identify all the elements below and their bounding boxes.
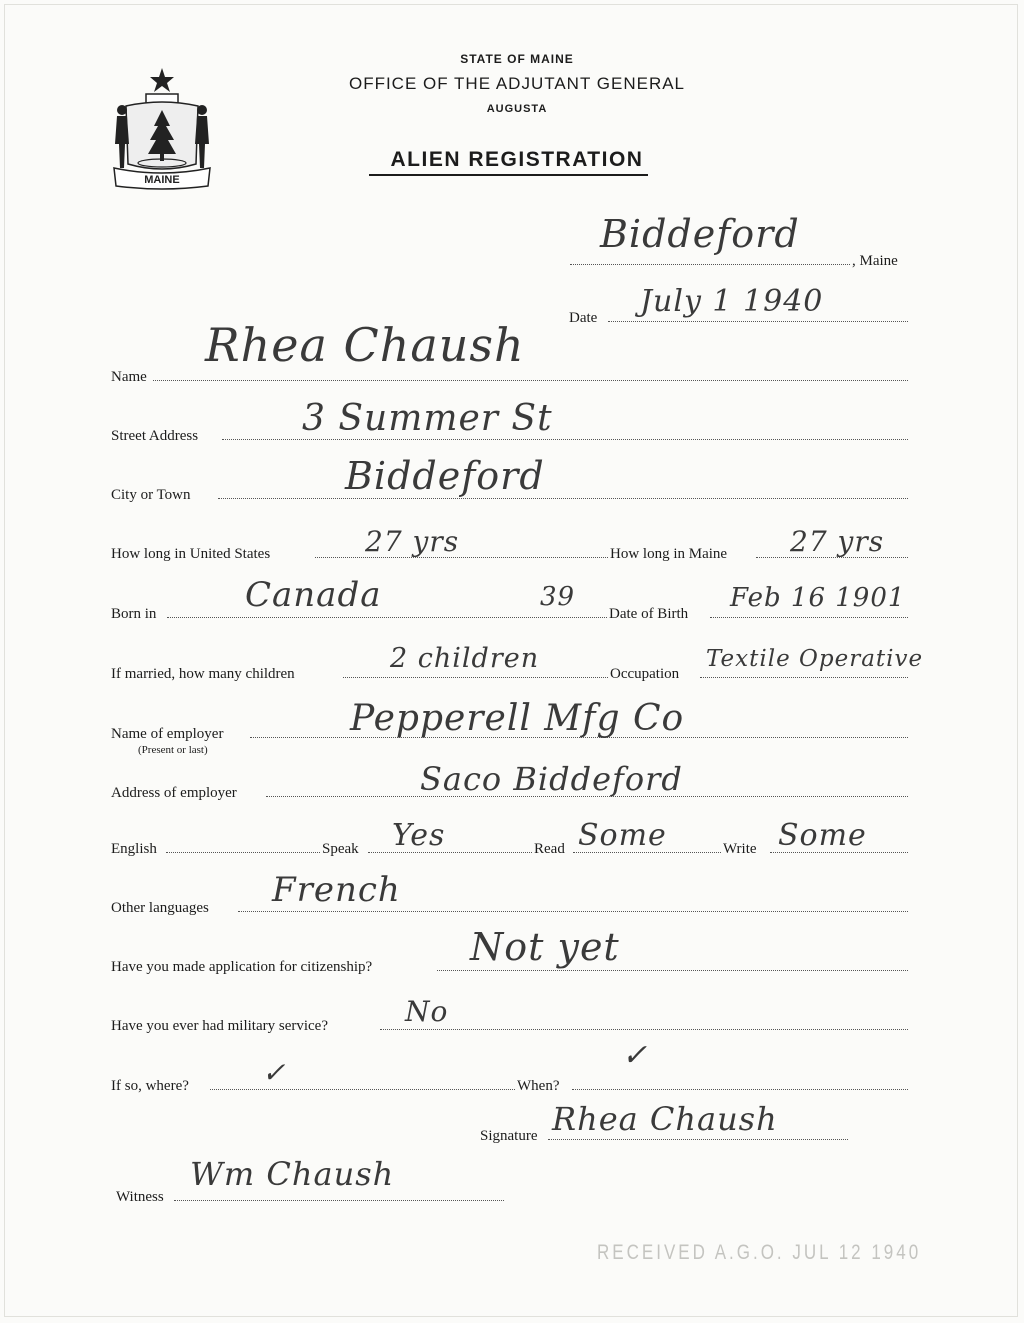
age-value: 39 xyxy=(540,582,576,612)
state-heading: STATE OF MAINE xyxy=(460,52,574,66)
when-label: When? xyxy=(517,1078,560,1094)
witness-value: Wm Chaush xyxy=(190,1155,395,1193)
english-line xyxy=(166,852,320,853)
other-languages-line xyxy=(238,911,908,912)
children-line xyxy=(343,677,608,678)
street-address-line xyxy=(222,439,908,440)
when-value: ✓ xyxy=(622,1038,649,1073)
citizenship-line xyxy=(437,970,908,971)
occupation-value: Textile Operative xyxy=(706,646,924,672)
read-value: Some xyxy=(578,818,667,853)
form-title: ALIEN REGISTRATION xyxy=(390,148,644,171)
date-of-birth-value: Feb 16 1901 xyxy=(730,583,906,613)
name-label: Name xyxy=(111,369,147,385)
state-suffix-label: , Maine xyxy=(852,253,898,269)
write-value: Some xyxy=(778,818,867,853)
city-label: City or Town xyxy=(111,487,191,503)
seal-banner-text: MAINE xyxy=(144,174,180,186)
english-label: English xyxy=(111,841,157,857)
other-languages-value: French xyxy=(272,870,401,910)
write-label: Write xyxy=(723,841,757,857)
how-long-us-line xyxy=(315,557,608,558)
signature-line xyxy=(548,1139,848,1140)
speak-label: Speak xyxy=(322,841,359,857)
occupation-line xyxy=(700,677,908,678)
name-line xyxy=(153,380,908,381)
speak-value: Yes xyxy=(392,818,446,853)
occupation-label: Occupation xyxy=(610,666,680,682)
where-value: ✓ xyxy=(262,1056,287,1089)
how-long-us-value: 27 yrs xyxy=(365,525,460,558)
street-address-value: 3 Summer St xyxy=(302,398,553,439)
employer-name-note: (Present or last) xyxy=(138,744,208,756)
date-line xyxy=(608,321,908,322)
other-languages-label: Other languages xyxy=(111,900,209,916)
military-value: No xyxy=(405,995,449,1028)
city-value: Biddeford xyxy=(345,454,545,498)
when-line xyxy=(572,1089,908,1090)
children-label: If married, how many children xyxy=(111,666,295,682)
military-line xyxy=(380,1029,908,1030)
signature-value: Rhea Chaush xyxy=(552,1100,778,1138)
name-value: Rhea Chaush xyxy=(205,318,525,372)
employer-address-value: Saco Biddeford xyxy=(420,760,683,798)
how-long-maine-label: How long in Maine xyxy=(610,546,728,562)
city-line xyxy=(218,498,908,499)
witness-line xyxy=(174,1200,504,1201)
if-so-where-label: If so, where? xyxy=(111,1078,189,1094)
born-in-value: Canada xyxy=(245,575,382,615)
date-value: July 1 1940 xyxy=(640,284,824,319)
city-heading: AUGUSTA xyxy=(486,103,548,115)
office-heading: OFFICE OF THE ADJUTANT GENERAL xyxy=(348,74,686,93)
citizenship-label: Have you made application for citizenship? xyxy=(111,959,373,975)
children-value: 2 children xyxy=(390,643,540,674)
date-of-birth-label: Date of Birth xyxy=(609,606,689,622)
read-label: Read xyxy=(534,841,565,857)
witness-label: Witness xyxy=(116,1189,164,1205)
born-in-line xyxy=(167,617,607,618)
where-line xyxy=(210,1089,515,1090)
street-address-label: Street Address xyxy=(111,428,199,444)
place-value: Biddeford xyxy=(600,212,800,256)
employer-name-value: Pepperell Mfg Co xyxy=(350,698,685,739)
date-label: Date xyxy=(569,310,598,326)
employer-address-label: Address of employer xyxy=(111,785,237,801)
citizenship-value: Not yet xyxy=(470,925,620,969)
how-long-maine-value: 27 yrs xyxy=(790,525,885,558)
place-line xyxy=(570,264,850,265)
born-in-label: Born in xyxy=(111,606,157,622)
date-of-birth-line xyxy=(710,617,908,618)
how-long-us-label: How long in United States xyxy=(111,546,271,562)
military-label: Have you ever had military service? xyxy=(111,1018,328,1034)
signature-label: Signature xyxy=(480,1128,538,1144)
employer-name-label: Name of employer xyxy=(111,726,224,742)
title-underline xyxy=(369,174,648,176)
received-stamp: RECEIVED A.G.O. JUL 12 1940 xyxy=(597,1240,922,1264)
